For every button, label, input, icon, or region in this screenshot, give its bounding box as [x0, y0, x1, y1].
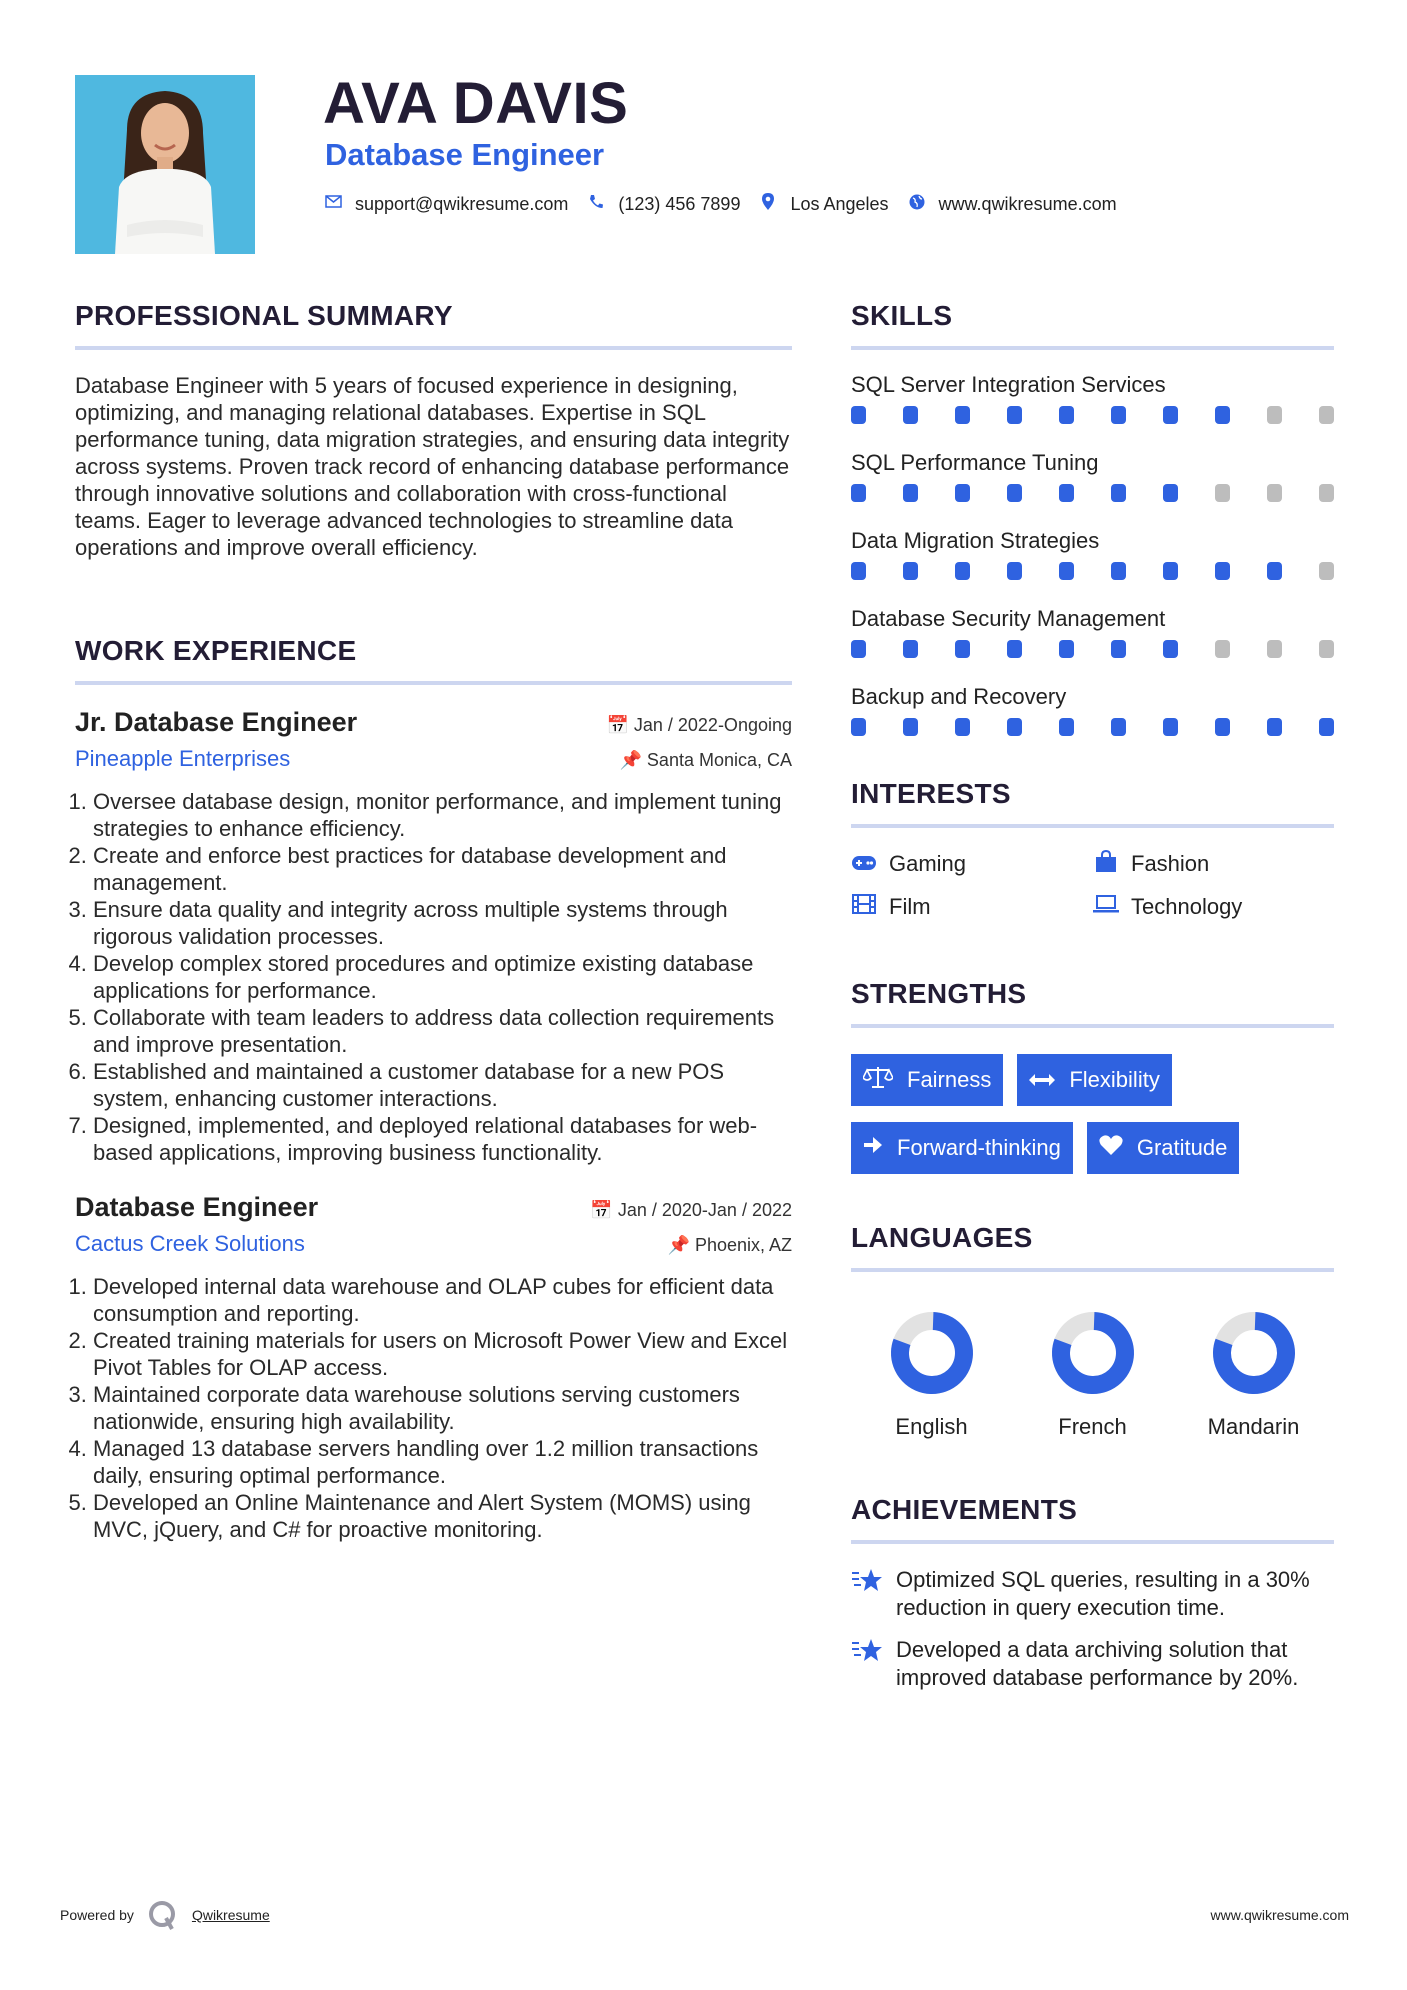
skill-dot-filled [1215, 406, 1230, 424]
skills-divider [851, 346, 1334, 350]
interest-label: Gaming [889, 851, 967, 876]
star-icon [851, 1566, 896, 1600]
skill-item [851, 682, 1334, 737]
skill-rating [851, 640, 1334, 659]
skill-dot-filled [1059, 718, 1074, 736]
contact-location: Los Angeles [790, 193, 889, 214]
interest-item [1093, 850, 1333, 878]
job-location-text: Phoenix, AZ [694, 1235, 792, 1255]
experience-divider [75, 681, 792, 685]
skill-label: SQL Server Integration Services [851, 372, 1166, 397]
skill-dot-filled [1111, 640, 1126, 658]
job-bullet: 2. Create and enforce best practices for database development and management. [93, 842, 792, 896]
skill-dot-filled [1007, 718, 1022, 736]
language-name: English [895, 1414, 968, 1439]
strength-chip [851, 1122, 1073, 1174]
language-proficiency-ring [1050, 1310, 1136, 1396]
strength-chip [851, 1054, 1003, 1106]
languages-section [851, 1222, 1334, 1440]
skill-dot-empty [1267, 484, 1282, 502]
skill-dot-filled [1267, 718, 1282, 736]
candidate-name: AVA DAVIS [323, 71, 629, 136]
heart-icon [1099, 1134, 1123, 1162]
job-bullet: 7. Designed, implemented, and deployed relational databases for web-based applications, improving business functionality. [93, 1112, 792, 1166]
film-icon [851, 894, 877, 920]
job-bullets [75, 1273, 792, 1543]
skill-label: Backup and Recovery [851, 684, 1067, 709]
achievement-item [851, 1636, 1334, 1692]
experience-heading: WORK EXPERIENCE [75, 635, 357, 666]
skill-dot-filled [955, 562, 970, 580]
envelope-icon [323, 195, 343, 213]
job-location-text: Santa Monica, CA [646, 750, 792, 770]
skill-dot-filled [851, 718, 866, 736]
skill-dot-filled [1163, 718, 1178, 736]
shopping-bag-icon [1093, 850, 1119, 878]
languages-heading: LANGUAGES [851, 1222, 1033, 1253]
achievements-heading: ACHIEVEMENTS [851, 1494, 1078, 1525]
job-bullet: 4. Develop complex stored procedures and optimize existing database applications for performance. [93, 950, 792, 1004]
skill-dot-filled [903, 718, 918, 736]
summary-divider [75, 346, 792, 350]
job-dates [590, 1200, 792, 1221]
balance-scale-icon [863, 1065, 893, 1095]
job-company: Cactus Creek Solutions [75, 1231, 305, 1256]
interests-divider [851, 824, 1334, 828]
skill-dot-empty [1319, 640, 1334, 658]
interests-section [851, 778, 1334, 920]
experience-section [75, 635, 792, 1543]
job-bullet: 2. Created training materials for users on Microsoft Power View and Excel Pivot Tables for OLAP access. [93, 1327, 792, 1381]
strength-chip [1017, 1054, 1171, 1106]
job-entry [75, 707, 792, 1166]
skill-dot-empty [1215, 484, 1230, 502]
skill-dot-filled [955, 484, 970, 502]
skill-dot-filled [903, 640, 918, 658]
job-company: Pineapple Enterprises [75, 746, 291, 771]
language-item [1173, 1310, 1334, 1440]
summary-heading: PROFESSIONAL SUMMARY [75, 300, 453, 331]
skill-dot-filled [1111, 484, 1126, 502]
strengths-section [851, 978, 1334, 1174]
language-proficiency-ring [1211, 1310, 1297, 1396]
job-bullet: 5. Collaborate with team leaders to address data collection requirements and improve presentation. [93, 1004, 792, 1058]
contact-phone[interactable]: (123) 456 7899 [618, 193, 741, 214]
skill-dot-filled [851, 484, 866, 502]
strength-label: Forward-thinking [897, 1135, 1061, 1160]
candidate-title: Database Engineer [325, 137, 605, 172]
achievement-item [851, 1566, 1334, 1622]
skill-dot-empty [1267, 406, 1282, 424]
skill-dot-filled [1007, 406, 1022, 424]
skill-label: Data Migration Strategies [851, 528, 1100, 553]
strength-chip [1087, 1122, 1240, 1174]
skill-dot-filled [1163, 484, 1178, 502]
job-bullets [75, 788, 792, 1166]
skill-dot-filled [851, 562, 866, 580]
skill-dot-filled [1111, 562, 1126, 580]
contact-bar [323, 193, 1135, 215]
arrows-horizontal-icon [1029, 1067, 1055, 1093]
strength-label: Fairness [907, 1067, 992, 1092]
interest-item [851, 850, 1093, 878]
interest-label: Technology [1131, 894, 1243, 919]
skill-dot-filled [1059, 406, 1074, 424]
language-name: Mandarin [1207, 1414, 1300, 1439]
skill-dot-empty [1319, 562, 1334, 580]
job-bullet: 1. Oversee database design, monitor performance, and implement tuning strategies to enhance efficiency. [93, 788, 792, 842]
summary-text: Database Engineer with 5 years of focused experience in designing, optimizing, and managing relational databases. Expertise in SQL performance tuning, data migration strategies, and ensuring data integrity across systems. Proven track record of enhancing database performance through innovative solutions and collaboration with cross-functional teams. Eager to leverage advanced technologies to streamline data operations and improve overall efficiency. [75, 373, 790, 560]
globe-icon [907, 194, 927, 215]
skill-dot-filled [903, 484, 918, 502]
job-dates-text: Jan / 2022-Ongoing [633, 715, 792, 735]
qwikresume-logo-icon [148, 1900, 178, 1930]
job-bullet: 6. Established and maintained a customer database for a new POS system, enhancing customer interactions. [93, 1058, 792, 1112]
skill-dot-filled [1007, 562, 1022, 580]
languages-list [851, 1310, 1334, 1440]
skill-rating [851, 718, 1334, 737]
interest-label: Film [889, 894, 931, 919]
skill-dot-filled [955, 718, 970, 736]
skill-item [851, 370, 1334, 425]
job-location [619, 750, 792, 771]
achievements-list [851, 1566, 1334, 1692]
job-bullet: 4. Managed 13 database servers handling over 1.2 million transactions daily, ensuring optimal performance. [93, 1435, 792, 1489]
skill-rating [851, 406, 1334, 425]
job-location [668, 1235, 793, 1256]
achievement-text: Optimized SQL queries, resulting in a 30% reduction in query execution time. [896, 1567, 1310, 1620]
skills-heading: SKILLS [851, 300, 953, 331]
job-bullet: 5. Developed an Online Maintenance and Alert System (MOMS) using MVC, jQuery, and C# for proactive monitoring. [93, 1489, 792, 1543]
skill-dot-filled [903, 562, 918, 580]
skill-dot-empty [1215, 640, 1230, 658]
skill-dot-filled [1319, 718, 1334, 736]
strength-label: Gratitude [1136, 1135, 1228, 1160]
skill-dot-filled [1059, 640, 1074, 658]
skill-rating [851, 484, 1334, 503]
interest-label: Fashion [1131, 851, 1210, 876]
footer-website[interactable]: www.qwikresume.com [1210, 1907, 1349, 1923]
skill-dot-empty [1267, 640, 1282, 658]
interests-grid [851, 850, 1334, 920]
profile-photo-illustration [75, 75, 255, 254]
map-pin-icon [758, 193, 778, 215]
language-name: French [1058, 1414, 1127, 1439]
languages-divider [851, 1268, 1334, 1272]
job-dates [606, 715, 792, 736]
achievement-text: Developed a data archiving solution that improved database performance by 20%. [896, 1637, 1299, 1690]
summary-section [75, 300, 792, 561]
pushpin-icon: 📌 [667, 1235, 690, 1255]
skill-dot-filled [1007, 484, 1022, 502]
skill-dot-filled [1059, 484, 1074, 502]
skill-dot-filled [1267, 562, 1282, 580]
language-item [1012, 1310, 1173, 1440]
skill-dot-filled [1111, 406, 1126, 424]
skill-dot-empty [1319, 484, 1334, 502]
skill-item [851, 604, 1334, 659]
skill-dot-filled [1007, 640, 1022, 658]
skill-dot-filled [955, 640, 970, 658]
footer-powered-by [60, 1900, 270, 1930]
skill-dot-filled [1215, 718, 1230, 736]
job-dates-text: Jan / 2020-Jan / 2022 [617, 1200, 792, 1220]
skill-dot-filled [1163, 640, 1178, 658]
interests-heading: INTERESTS [851, 778, 1011, 809]
laptop-icon [1093, 895, 1119, 919]
skill-item [851, 448, 1334, 503]
achievements-section [851, 1494, 1334, 1706]
achievements-divider [851, 1540, 1334, 1544]
language-item [851, 1310, 1012, 1440]
skill-dot-empty [1319, 406, 1334, 424]
profile-photo [75, 75, 255, 254]
interest-item [1093, 894, 1333, 920]
skill-dot-filled [1111, 718, 1126, 736]
calendar-icon: 📅 [590, 1200, 613, 1220]
skill-label: Database Security Management [851, 606, 1166, 631]
skill-dot-filled [903, 406, 918, 424]
calendar-icon: 📅 [606, 715, 629, 735]
star-icon [851, 1636, 896, 1670]
strengths-list [851, 1054, 1334, 1174]
job-title: Database Engineer [75, 1192, 319, 1222]
strengths-divider [851, 1024, 1334, 1028]
interest-item [851, 894, 1093, 920]
strength-label: Flexibility [1069, 1067, 1160, 1092]
skill-dot-filled [1163, 562, 1178, 580]
skill-dot-filled [1163, 406, 1178, 424]
skill-dot-filled [955, 406, 970, 424]
contact-website[interactable]: www.qwikresume.com [938, 193, 1117, 214]
job-bullet: 3. Maintained corporate data warehouse solutions serving customers nationwide, ensuring high availability. [93, 1381, 792, 1435]
skill-dot-filled [1059, 562, 1074, 580]
skill-dot-filled [851, 640, 866, 658]
job-bullet: 3. Ensure data quality and integrity across multiple systems through rigorous validation processes. [93, 896, 792, 950]
pushpin-icon: 📌 [619, 750, 642, 770]
strengths-heading: STRENGTHS [851, 978, 1027, 1009]
powered-by-label: Powered by [60, 1907, 134, 1923]
skill-label: SQL Performance Tuning [851, 450, 1099, 475]
skills-list [851, 370, 1334, 737]
phone-icon [586, 194, 606, 214]
skills-section [851, 300, 1334, 737]
job-bullet: 1. Developed internal data warehouse and OLAP cubes for efficient data consumption and reporting. [93, 1273, 792, 1327]
arrow-right-icon [863, 1135, 883, 1161]
skill-dot-filled [851, 406, 866, 424]
skill-dot-filled [1215, 562, 1230, 580]
job-entry [75, 1192, 792, 1543]
job-title: Jr. Database Engineer [75, 707, 358, 737]
contact-email[interactable]: support@qwikresume.com [355, 193, 569, 214]
gamepad-icon [851, 853, 877, 876]
skill-rating [851, 562, 1334, 581]
skill-item [851, 526, 1334, 581]
language-proficiency-ring [889, 1310, 975, 1396]
qwikresume-link[interactable]: Qwikresume [191, 1907, 270, 1923]
